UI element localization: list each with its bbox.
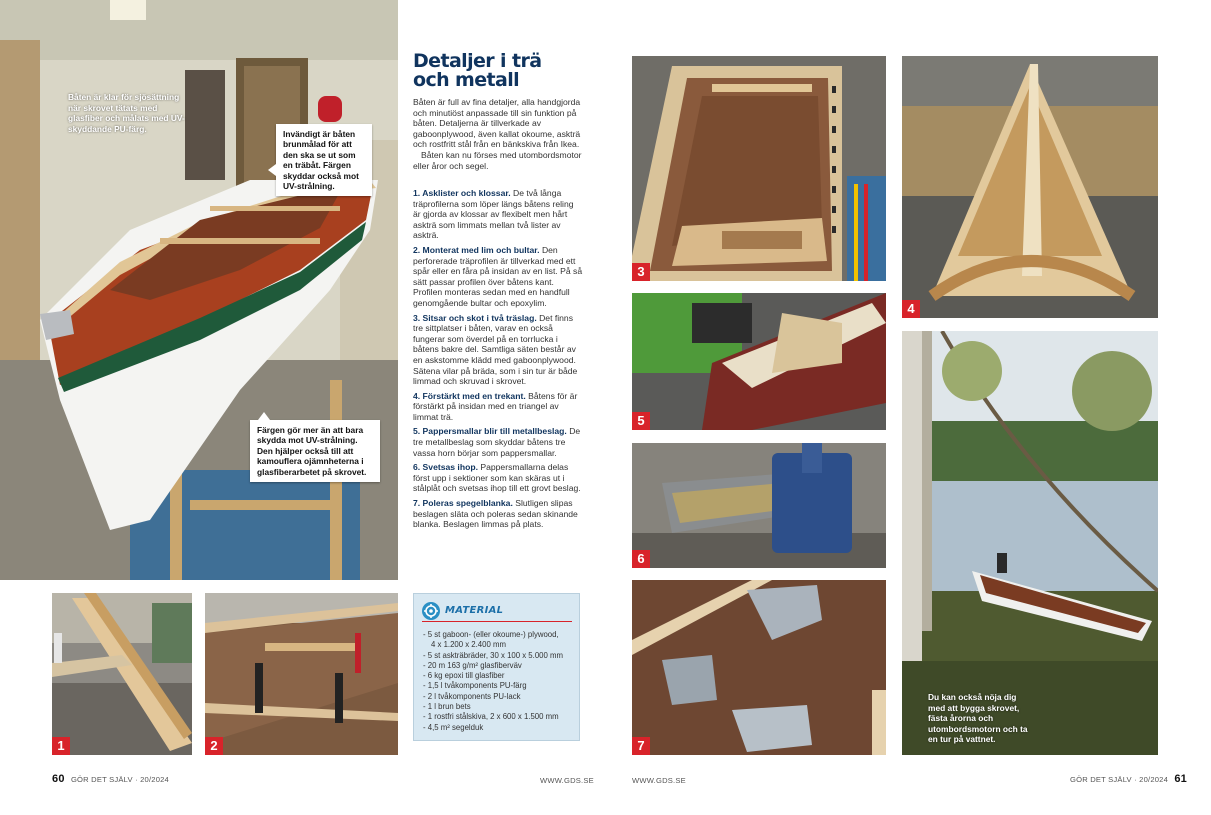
material-item: - 5 st askträbräder, 30 x 100 x 5.000 mm bbox=[423, 650, 563, 660]
page-number-left: 60 bbox=[52, 773, 65, 785]
photo-6-welding bbox=[632, 443, 886, 568]
bubble-interior-text: Invändigt är båten brunmålad för att den ska se ut som en träbåt. Färgen skyddar också mot UV-strålning. bbox=[283, 129, 359, 192]
step-1: 1. Asklister och klossar. De två långa träprofilerna som löper längs båtens reling är gjorda av klossar av flexibelt men hårt askträ som limmats mellan två lister av askträ. bbox=[413, 188, 574, 241]
lake-photo-caption: Du kan också nöja dig med att bygga skrovet, fästa årorna och utombordsmotorn och ta en tur på vattnet. bbox=[928, 692, 1028, 745]
bubble-tail bbox=[258, 412, 270, 420]
headline-line-2: och metall bbox=[413, 69, 520, 91]
photo-number-5: 5 bbox=[632, 412, 650, 430]
footer-left bbox=[52, 773, 169, 785]
step-5: 5. Pappersmallar blir till metallbeslag. De tre metallbeslag som skyddar båtens tre vassa horn börjar som pappersmallar. bbox=[413, 426, 581, 458]
bubble-camouflage-text: Färgen gör mer än att bara skydda mot UV-strålning. Den hjälper också till att kamouflera ojämnheterna i glasfiberarbetet på skrovet. bbox=[257, 425, 367, 477]
step-4: 4. Förstärkt med en trekant. Båtens för är förstärkt på insidan med en triangel av limmat trä. bbox=[413, 390, 578, 422]
photo-3-hull-interior bbox=[632, 56, 886, 281]
material-item: - 1 l brun bets bbox=[423, 702, 471, 712]
photo-number-2: 2 bbox=[205, 737, 223, 755]
photo-4-bow-triangle bbox=[902, 56, 1158, 318]
material-item: - 5 st gaboon- (eller okoume-) plywood, bbox=[423, 630, 559, 639]
bubble-tail bbox=[268, 164, 276, 176]
photo-number-3: 3 bbox=[632, 263, 650, 281]
gears-icon bbox=[422, 602, 440, 620]
bubble-paint-camouflage bbox=[250, 420, 380, 482]
photo-number-7: 7 bbox=[632, 737, 650, 755]
headline-line-1: Detaljer i trä bbox=[413, 50, 542, 72]
magazine-name-right: GÖR DET SJÄLV · 20/2024 bbox=[1070, 775, 1169, 784]
bubble-interior-paint bbox=[276, 124, 372, 196]
material-item: - 1,5 l tvåkomponents PU-färg bbox=[423, 681, 527, 691]
material-title: MATERIAL bbox=[445, 605, 504, 616]
main-photo-caption: Båten är klar för sjösättning när skrovet tätats med glasfiber och målats med UV-skyddande PU-färg. bbox=[68, 92, 185, 134]
photo-1-ash-strips bbox=[52, 593, 192, 755]
material-item: - 6 kg epoxi till glasfiber bbox=[423, 671, 505, 681]
article-headline bbox=[413, 52, 583, 90]
article-intro bbox=[413, 97, 583, 171]
material-item: 4 x 1.200 x 2.400 mm bbox=[431, 640, 506, 650]
magazine-name-left: GÖR DET SJÄLV · 20/2024 bbox=[70, 775, 169, 784]
step-7: 7. Poleras spegelblanka. Slutligen slipas beslagen släta och poleras sedan skinande blanka. Beslagen limmas på plats. bbox=[413, 498, 578, 530]
step-2: 2. Monterat med lim och bultar. Den perforerade träprofilen är tillverkad med ett spår eller en fåra på insidan av en list. På så sätt passar profilen över båtens kant. Profilen monteras sedan med en handfull genomgående bultar och epoxylim. bbox=[413, 244, 583, 308]
photo-2-gluing-rail bbox=[205, 593, 398, 755]
photo-number-4: 4 bbox=[902, 300, 920, 318]
main-boat-photo bbox=[0, 0, 398, 580]
material-list bbox=[423, 630, 575, 733]
photo-7-polished-fittings bbox=[632, 580, 886, 755]
page-number-right: 61 bbox=[1174, 773, 1187, 785]
footer-url-left: WWW.GDS.SE bbox=[540, 776, 594, 785]
material-item: - 2 l tvåkomponents PU-lack bbox=[423, 691, 521, 701]
photo-number-6: 6 bbox=[632, 550, 650, 568]
footer-right bbox=[1070, 773, 1187, 785]
step-6: 6. Svetsas ihop. Pappersmallarna delas först upp i sektioner som kan skäras ut i stålplåt och svetsas ihop till ett grovt beslag. bbox=[413, 462, 581, 494]
material-item: - 1 rostfri stålskiva, 2 x 600 x 1.500 mm bbox=[423, 712, 559, 722]
material-header bbox=[422, 602, 572, 622]
intro-paragraph-2: Båten kan nu förses med utombordsmotor eller åror och segel. bbox=[413, 149, 582, 171]
intro-paragraph: Båten är full av fina detaljer, alla handgjorda och minutiöst anpassade till sin funktion på båten. Detaljerna är tillverkade av gaboonplywood, även kallat okoume, askträ och rostfritt stål från en bänkskiva från Ikea. bbox=[413, 97, 581, 150]
footer-url-right: WWW.GDS.SE bbox=[632, 776, 686, 785]
material-item: - 4,5 m² segelduk bbox=[423, 722, 484, 732]
photo-5-paper-template bbox=[632, 293, 886, 430]
photo-number-1: 1 bbox=[52, 737, 70, 755]
step-3: 3. Sitsar och skot i två träslag. Det finns tre sittplatser i båten, varav en också fungerar som överdel på en torrlucka i båtens bakre del. Samtliga säten består av en askstomme klädd med gaboonplywood. Sätena vilar på bräda, som i sin tur är både limmad och skruvad i skrovet. bbox=[413, 312, 578, 387]
material-box bbox=[413, 593, 580, 741]
material-item: - 20 m 163 g/m² glasfiberväv bbox=[423, 660, 522, 670]
article-steps bbox=[413, 188, 583, 534]
